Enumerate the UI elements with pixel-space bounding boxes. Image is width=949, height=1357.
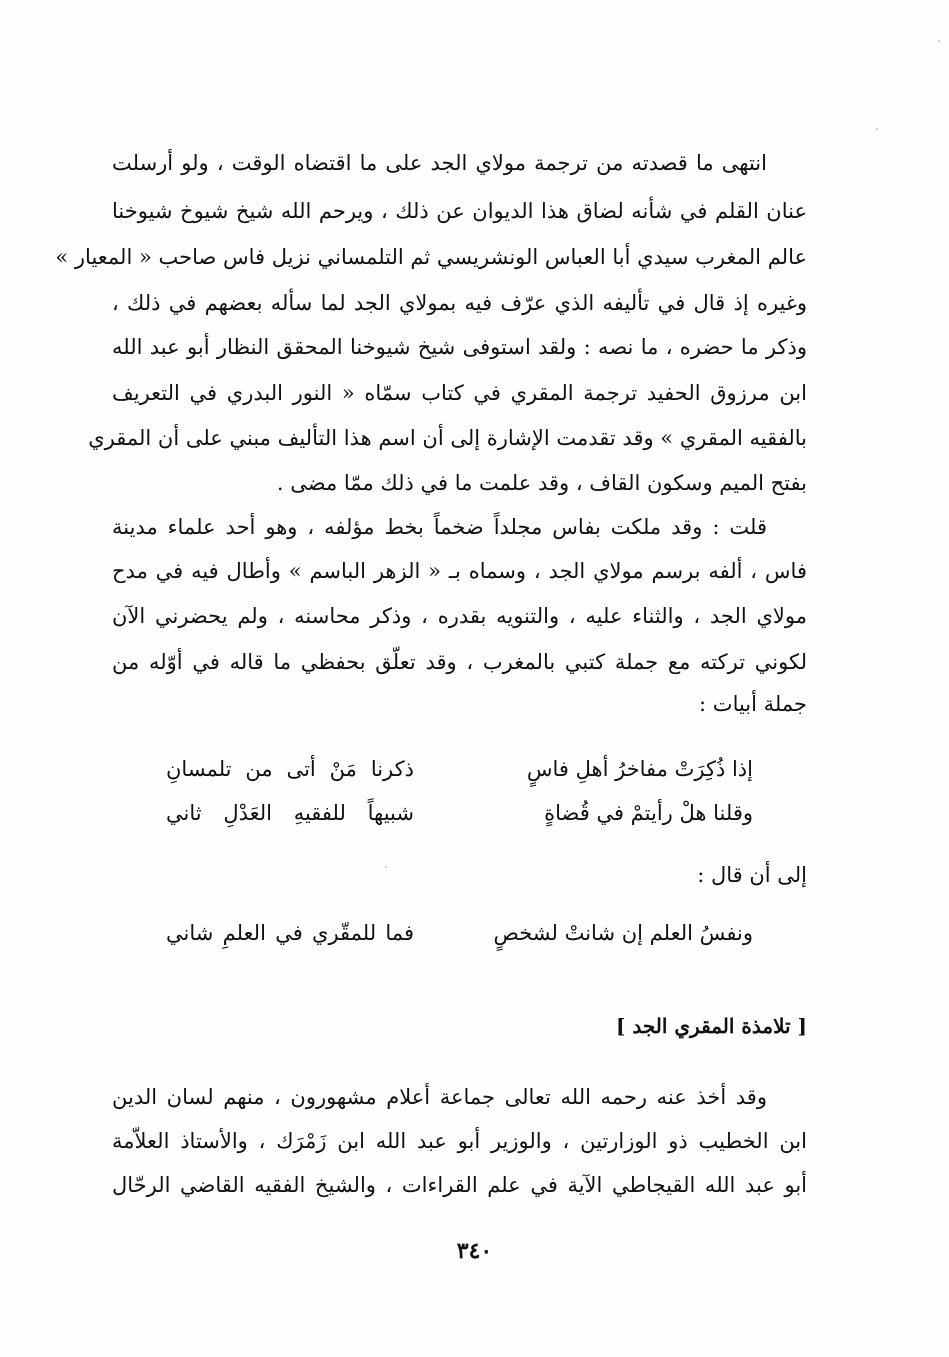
verse1-second-hemistich: ذكرنا مَنْ أتى من تلمسانِ <box>166 757 414 781</box>
page-number: ٣٤٠ <box>456 1238 493 1264</box>
paragraph3-line-1: وقد أخذ عنه رحمه الله تعالى جماعة أعلام مشهورون ، منهم لسان الدين <box>112 1085 767 1109</box>
paragraph1-line-7: بالفقيه المقري » وقد تقدمت الإشارة إلى أن اسم هذا التأليف مبني على أن المقري <box>88 426 807 450</box>
verse1-first-hemistich: إذا ذُكِرَتْ مفاخرُ أهلِ فاسٍ <box>526 757 753 781</box>
scan-speck <box>876 128 878 130</box>
paragraph2-line-3: مولاي الجد ، والثناء عليه ، والتنويه بقدره ، وذكر محاسنه ، ولم يحضرني الآن <box>112 604 807 628</box>
paragraph2-line-4: لكوني تركته مع جملة كتبي بالمغرب ، وقد تعلّق بحفظي ما قاله في أوّله من <box>112 650 807 674</box>
verse2-second-hemistich: شبيهاً للفقيهِ العَدْلِ ثاني <box>166 801 414 825</box>
verse2-first-hemistich: وقلنا هلْ رأيتمْ في قُضاةٍ <box>544 801 753 825</box>
paragraph1-line-5: وذكر ما حضره ، ما نصه : ولقد استوفى شيخ شيوخنا المحقق النظار أبو عبد الله <box>112 335 807 359</box>
paragraph3-line-2: ابن الخطيب ذو الوزارتين ، والوزير أبو عبد الله ابن زَمْرَك ، والأستاذ العلاّمة <box>112 1129 807 1153</box>
paragraph1-line-1: انتهى ما قصدته من ترجمة مولاي الجد على ما اقتضاه الوقت ، ولو أرسلت <box>112 151 767 175</box>
paragraph1-line-8: بفتح الميم وسكون القاف ، وقد علمت ما في ذلك ممّا مضى . <box>276 471 807 495</box>
paragraph3-line-3: أبو عبد الله القيجاطي الآية في علم القراءات ، والشيخ الفقيه القاضي الرحّال <box>112 1173 807 1197</box>
verse3-second-hemistich: فما للمقّري في العلمِ شاني <box>166 921 414 945</box>
paragraph2-line-2: فاس ، ألفه برسم مولاي الجد ، وسماه بـ « الزهر الباسم » وأطال فيه في مدح <box>112 559 807 583</box>
paragraph1-line-6: ابن مرزوق الحفيد ترجمة المقري في كتاب سمّاه « النور البدري في التعريف <box>112 381 807 405</box>
paragraph2-line-1: قلت : وقد ملكت بفاس مجلداً ضخماً بخط مؤلفه ، وهو أحد علماء مدينة <box>112 515 767 539</box>
paragraph1-line-4: وغيره إذ قال في تأليفه الذي عرّف فيه بمولاي الجد لما سأله بعضهم في ذلك ، <box>112 291 807 315</box>
paragraph1-line-3: عالم المغرب سيدي أبا العباس الونشريسي ثم التلمساني نزيل فاس صاحب « المعيار » <box>55 245 807 269</box>
paragraph2-line-5: جملة أبيات : <box>699 692 807 716</box>
section-heading: [ تلامذة المقري الجد ] <box>615 1014 807 1038</box>
transition-line: إلى أن قال : <box>697 863 807 887</box>
verse3-first-hemistich: ونفسُ العلم إن شانتْ لشخصٍ <box>493 921 753 945</box>
scan-speck <box>938 40 940 42</box>
paragraph1-line-2: عنان القلم في شأنه لضاق هذا الديوان عن ذلك ، ويرحم الله شيخ شيوخ شيوخنا <box>112 199 807 223</box>
